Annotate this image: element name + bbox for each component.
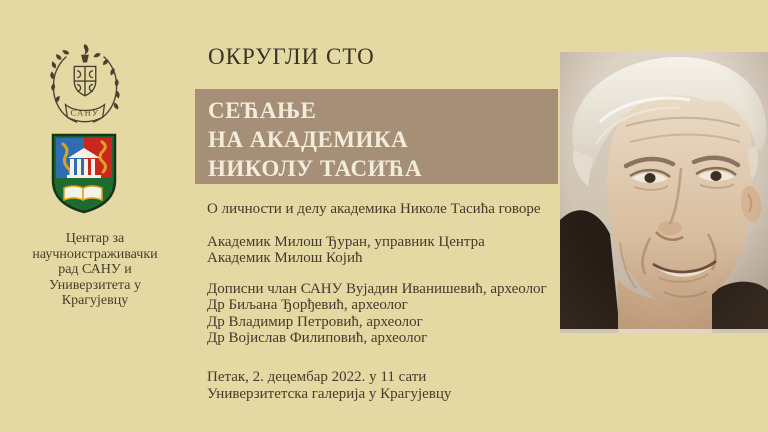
speakers-secondary [207,281,547,346]
sidebar [0,0,195,432]
speaker-line: Др Биљана Ђорђевић, археолог [207,297,408,314]
speaker-line: Др Војислав Филиповић, археолог [207,329,428,346]
speakers-primary [207,234,485,266]
title-line: НА АКАДЕМИКА [208,127,409,152]
title-line: НИКОЛУ ТАСИЋА [208,156,423,181]
event-details [207,369,451,402]
org-name-line: рад САНУ и [58,262,132,277]
org-name-line: научноистраживачки [32,246,158,262]
org-name [6,231,184,309]
speaker-line: Академик Милош Ђуран, управник Центра [207,234,485,250]
sanu-emblem-icon [45,42,125,130]
title-banner [195,89,558,184]
event-venue: Универзитетска галерија у Крагујевцу [207,385,452,402]
kragujevac-coat-of-arms-icon [50,132,118,214]
intro-line: О личности и делу академика Николе Тасића говоре [207,201,541,217]
event-type-heading: ОКРУГЛИ СТО [208,44,375,69]
title-line: СЕЋАЊЕ [208,98,317,123]
sanu-emblem-label: САНУ [70,108,100,118]
speaker-line: Дописни члан САНУ Вујадин Иванишевић, археолог [207,281,547,297]
org-name-line: Универзитета у [49,277,141,293]
speaker-line: Академик Милош Којић [207,250,363,266]
portrait-photo [560,52,768,333]
org-name-line: Крагујевцу [61,293,129,308]
event-datetime: Петак, 2. децембар 2022. у 11 сати [207,369,427,385]
org-name-line: Центар за [65,231,125,246]
speaker-line: Др Владимир Петровић, археолог [207,313,423,330]
